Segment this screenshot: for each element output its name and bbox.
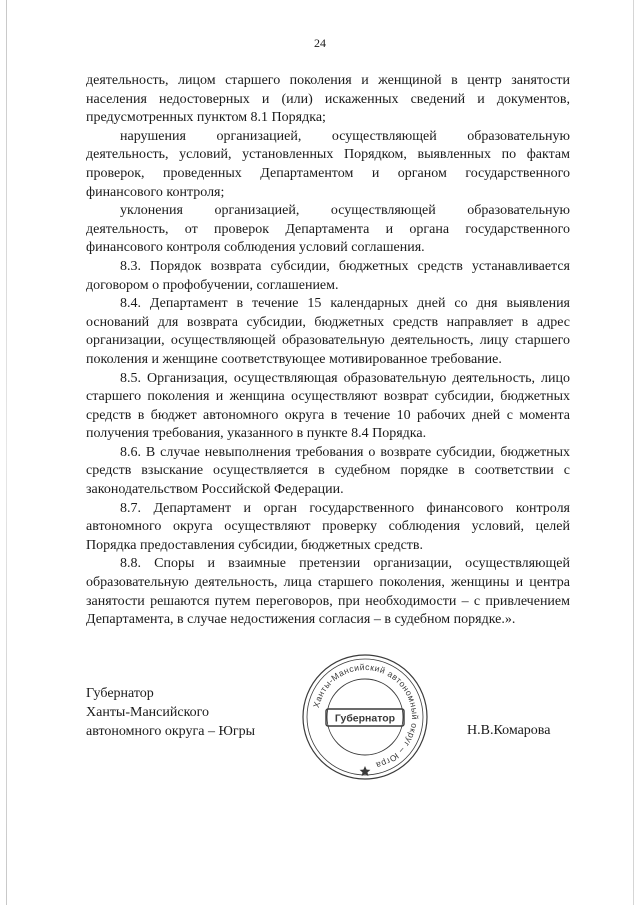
paragraph-8-7: 8.7. Департамент и орган государственного финансового контроля автономного округа осуществляют проверку соблюдения условий, целей Порядка предоставления субсидии, бюджетных средств.	[86, 500, 570, 553]
paragraph-8-8: 8.8. Споры и взаимные претензии организации, осуществляющей образовательную деятельность, лица старшего поколения, женщины и центра занятости решаются путем переговоров, при необходимости – с привлечением Департамента, в случае недостижения согласия – в судебном порядке.».	[86, 556, 570, 628]
signature-region: Ханты-Мансийского	[86, 705, 210, 720]
paragraph-continuation: деятельность, лицом старшего поколения и женщиной в центр занятости населения недостоверных и (или) искаженных сведений и документов, предусмотренных пунктом 8.1 Порядка;	[86, 73, 570, 126]
paragraph-8-4: 8.4. Департамент в течение 15 календарных дней со дня выявления оснований для возврата субсидии, бюджетных средств направляет в адрес организации, осуществляющей образовательную деятельность, лицу старшего поколения и женщине соответствующее мотивированное требование.	[86, 296, 570, 367]
paragraph-evasion-item: уклонения организацией, осуществляющей образовательную деятельность, от проверок Департамента и органа государственного финансового контроля соблюдения условий соглашения.	[86, 203, 570, 256]
scan-edge-left	[6, 0, 7, 905]
paragraph-8-5: 8.5. Организация, осуществляющая образовательную деятельность, лицо старшего поколения и женщина осуществляют возврат субсидии, бюджетных средств в бюджет автономного округа в течение 10 рабочих дней с момента получения требования, указанного в пункте 8.4 Порядка.	[86, 370, 570, 442]
document-body	[86, 72, 570, 630]
signature-block	[86, 684, 255, 741]
signer-name: Н.В.Комарова	[467, 723, 551, 738]
signature-title: Губернатор	[86, 686, 154, 701]
seal-center-text: Губернатор	[334, 712, 396, 725]
paragraph-violation-item: нарушения организацией, осуществляющей образовательную деятельность, условий, установленных Порядком, выявленных по фактам проверок, проведенных Департаментом и органом государственного финансового контроля;	[86, 128, 570, 200]
seal-ring-text: Ханты-Мансийский автономный округ – Югра	[310, 661, 421, 771]
paragraph-8-3: 8.3. Порядок возврата субсидии, бюджетных средств устанавливается договором о профобучении, соглашением.	[86, 258, 570, 293]
paragraph-8-6: 8.6. В случае невыполнения требования о возврате субсидии, бюджетных средств взыскание осуществляется в судебном порядке в соответствии с законодательством Российской Федерации.	[86, 444, 570, 498]
official-seal-stamp	[300, 652, 430, 782]
signature-okrug: автономного округа – Югры	[86, 724, 255, 739]
scan-edge-right	[633, 0, 634, 905]
page-number: 24	[314, 36, 326, 50]
